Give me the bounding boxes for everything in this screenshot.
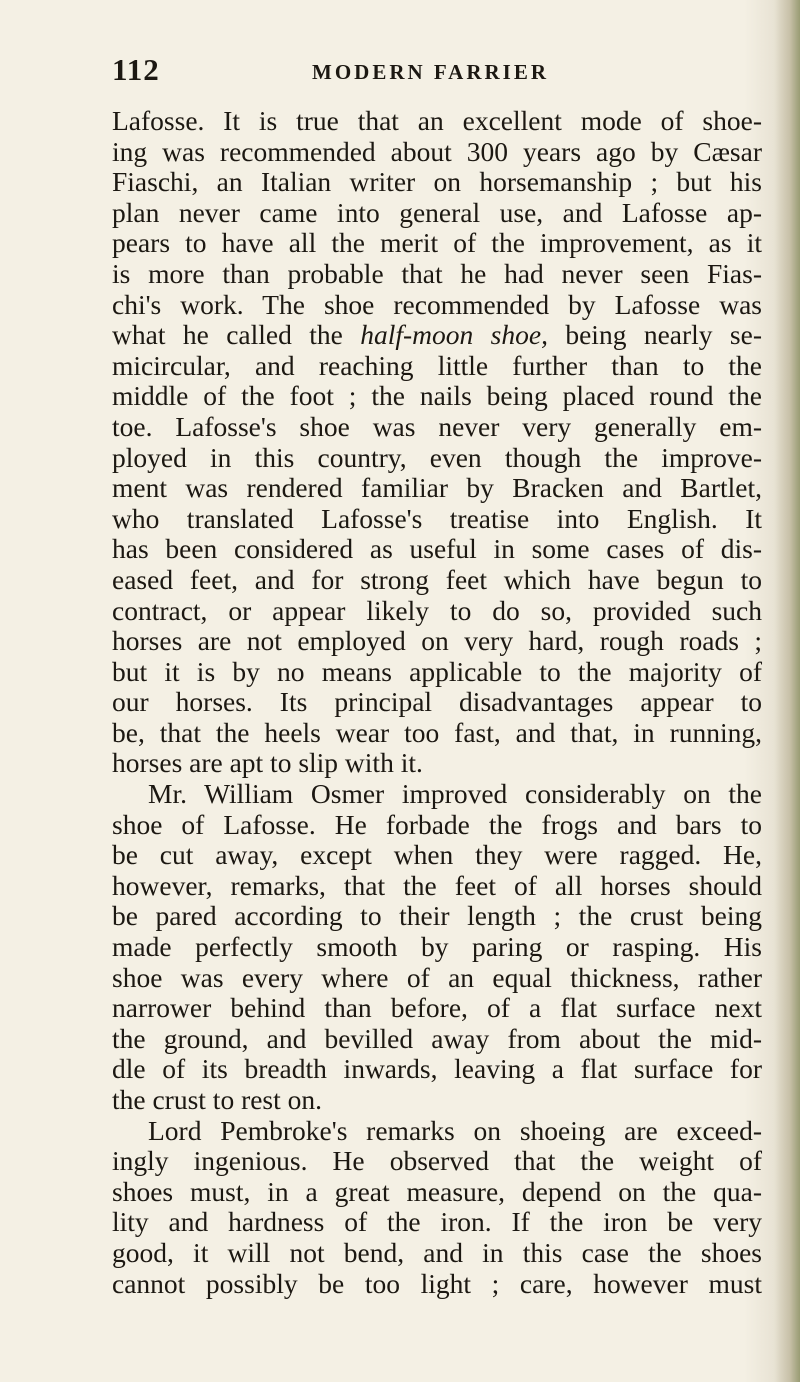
text-line: be pared according to their length ; the crust being xyxy=(112,900,762,932)
text-line: pears to have all the merit of the improvement, as it xyxy=(112,227,762,259)
text-segment: being nearly se- xyxy=(547,319,762,351)
text-line: ingly ingenious. He observed that the weight of xyxy=(112,1145,762,1177)
text-line: Mr. William Osmer improved considerably on the xyxy=(148,778,762,810)
text-line: horses are not employed on very hard, rough roads ; xyxy=(112,625,762,657)
text-line: the crust to rest on. xyxy=(112,1084,323,1115)
text-line: dle of its breadth inwards, leaving a flat surface for xyxy=(112,1053,762,1085)
text-line: Fiaschi, an Italian writer on horsemanship ; but his xyxy=(112,166,762,198)
text-line: is more than probable that he had never seen Fias- xyxy=(112,257,762,289)
text-line: eased feet, and for strong feet which have begun to xyxy=(112,563,762,595)
text-line: narrower behind than before, of a flat surface next xyxy=(112,992,762,1024)
text-line: shoe of Lafosse. He forbade the frogs and bars to xyxy=(112,808,762,840)
text-line: has been considered as useful in some cases of dis- xyxy=(112,533,762,565)
text-line: be, that the heels wear too fast, and that, in running, xyxy=(112,716,762,748)
text-line: Lord Pembroke's remarks on shoeing are exceed- xyxy=(148,1114,762,1146)
page-header xyxy=(112,52,732,92)
body-text xyxy=(112,106,762,1299)
running-head: MODERN FARRIER xyxy=(312,60,550,84)
text-line: chi's work. The shoe recommended by Lafosse was xyxy=(112,288,762,320)
text-line: contract, or appear likely to do so, provided such xyxy=(112,594,762,626)
text-line: horses are apt to slip with it. xyxy=(112,747,423,779)
text-line: good, it will not bend, and in this case the shoes xyxy=(112,1236,762,1268)
text-line-italic xyxy=(112,320,762,351)
text-line: Lafosse. It is true that an excellent mode of shoe- xyxy=(112,105,762,136)
text-segment: what he called the xyxy=(112,319,361,351)
text-line: shoes must, in a great measure, depend on the qua- xyxy=(112,1175,762,1207)
text-line: toe. Lafosse's shoe was never very generally em- xyxy=(112,410,762,442)
text-line: but it is by no means applicable to the majority of xyxy=(112,655,762,687)
text-line: however, remarks, that the feet of all horses should xyxy=(112,869,762,901)
text-line: lity and hardness of the iron. If the iron be very xyxy=(112,1206,762,1238)
page-number: 112 xyxy=(112,52,160,87)
text-line: cannot possibly be too light ; care, however must xyxy=(112,1267,762,1299)
italic-term: half-moon shoe, xyxy=(360,319,548,351)
text-line: ment was rendered familiar by Bracken and Bartlet, xyxy=(112,472,762,504)
text-line: middle of the foot ; the nails being placed round the xyxy=(112,380,762,412)
text-line: our horses. Its principal disadvantages appear to xyxy=(112,686,762,718)
text-line: ployed in this country, even though the improve- xyxy=(112,441,762,473)
text-line: the ground, and bevilled away from about the mid- xyxy=(112,1022,762,1054)
text-line: micircular, and reaching little further than to the xyxy=(112,349,762,381)
text-line: be cut away, except when they were ragged. He, xyxy=(112,839,762,871)
text-line: ing was recommended about 300 years ago by Cæsar xyxy=(112,135,762,167)
page-edge xyxy=(774,0,800,1382)
text-line: who translated Lafosse's treatise into English. It xyxy=(112,502,762,534)
text-line: made perfectly smooth by paring or rasping. His xyxy=(112,931,762,963)
text-line: shoe was every where of an equal thickness, rather xyxy=(112,961,762,993)
text-line: plan never came into general use, and Lafosse ap- xyxy=(112,196,762,228)
